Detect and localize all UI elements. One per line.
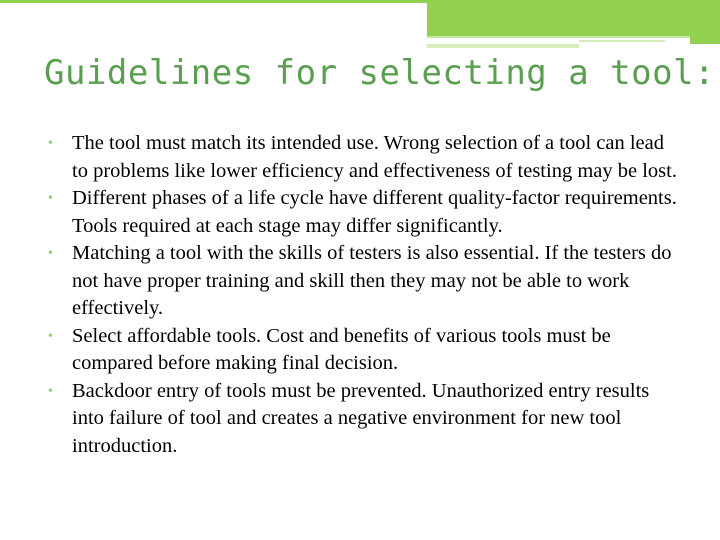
slide-title: Guidelines for selecting a tool:: [44, 53, 716, 93]
bullet-dot-icon: •: [48, 246, 53, 261]
header-accent-bar: [427, 0, 720, 36]
bullet-dot-icon: •: [48, 191, 53, 206]
header-accent-line: [0, 0, 427, 3]
bullet-item: [20, 240, 680, 323]
bullet-text: Backdoor entry of tools must be prevented. Unauthorized entry results into failure of tool and creates a negative environment for new tool introduction.: [72, 379, 650, 457]
header-accent-stripe: [427, 44, 579, 48]
header-accent-stripe: [427, 36, 690, 38]
bullet-dot-icon: •: [48, 383, 53, 399]
bullet-item: [20, 378, 680, 461]
bullet-dot-icon: •: [48, 136, 53, 151]
bullet-item: [20, 323, 680, 378]
bullet-text: The tool must match its intended use. Wrong selection of a tool can lead to problems like lower efficiency and effectiveness of testing may be lost.: [72, 132, 677, 182]
bullet-dot-icon: •: [48, 328, 53, 344]
bullet-text: Matching a tool with the skills of testers is also essential. If the testers do not have proper training and skill then they may not be able to work effectively.: [72, 242, 672, 319]
header-accent-stripe: [579, 40, 665, 42]
bullet-item: [20, 185, 680, 240]
bullet-list: [20, 130, 680, 460]
bullet-item: [20, 130, 680, 185]
bullet-text: Different phases of a life cycle have different quality-factor requirements. Tools required at each stage may differ significantly.: [72, 187, 677, 237]
header-accent-step: [690, 36, 720, 44]
bullet-text: Select affordable tools. Cost and benefits of various tools must be compared before making final decision.: [72, 324, 611, 374]
